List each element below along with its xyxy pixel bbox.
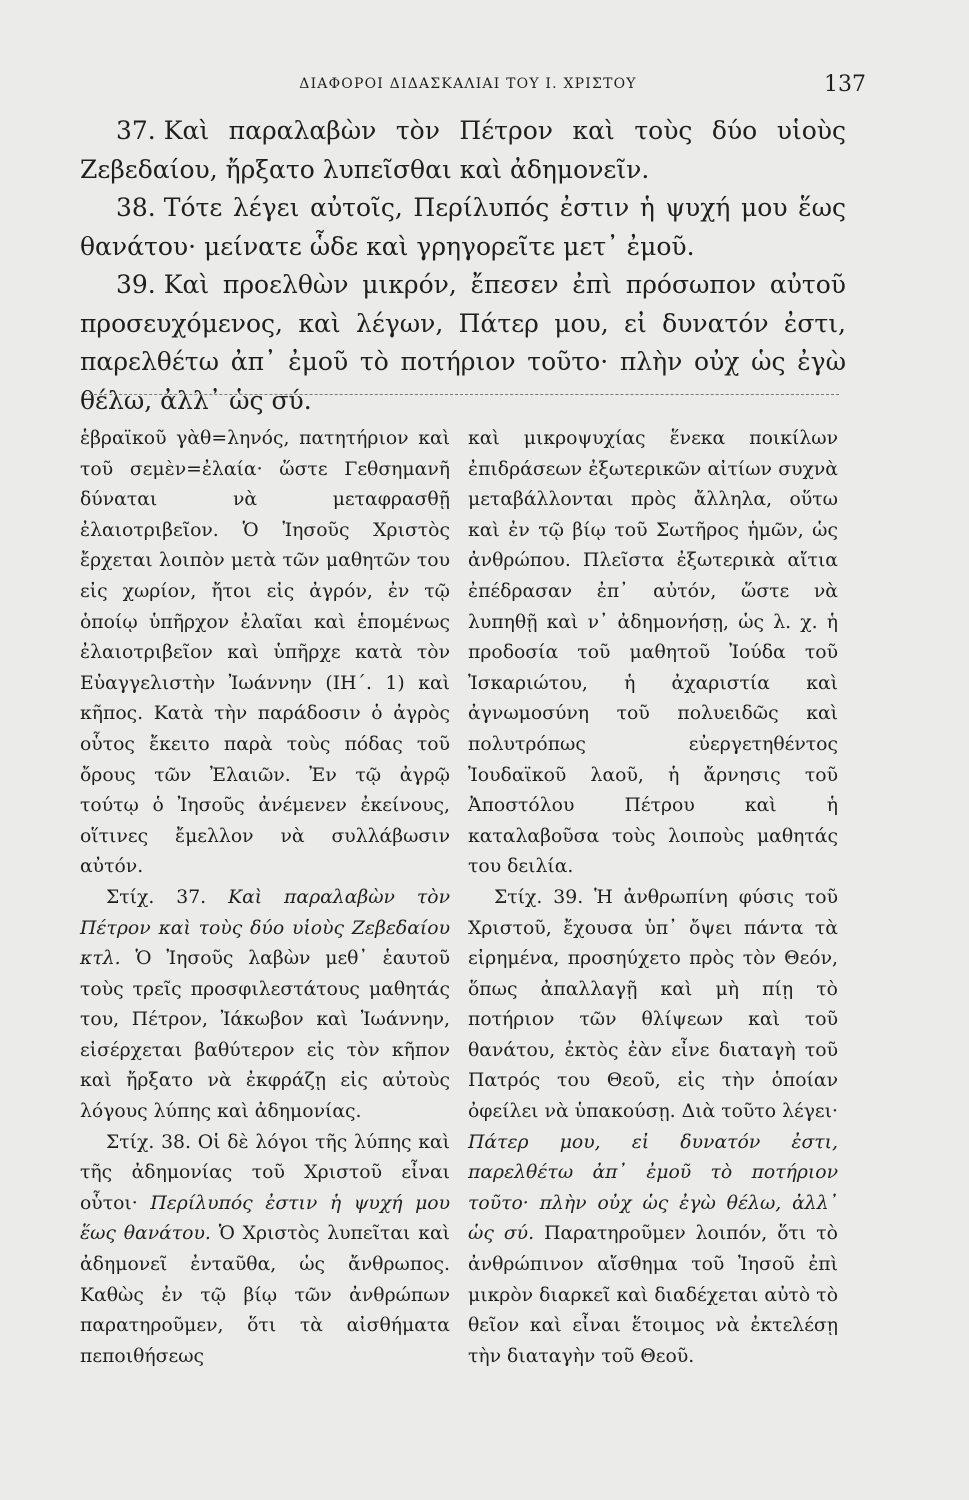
commentary-paragraph: ἑβραϊκοῦ γὰθ=ληνός, πατητήριον καὶ τοῦ σεμὲν=ἐλαία· ὥστε Γεθσημανῆ δύναται νὰ μεταφρασθῇ ἐλαιοτριβεῖον. Ὁ Ἰησοῦς Χριστὸς ἔρχεται λοιπὸν μετὰ τῶν μαθητῶν του εἰς χωρίον, ἤτοι εἰς ἀγρόν, ἐν τῷ ὁποίῳ ὑπῆρχον ἐλαῖαι καὶ ἑπομένως ἐλαιοτριβεῖον καὶ ὑπῆρχε κατὰ τὸν Εὐαγγελιστὴν Ἰωάννην (ΙΗ΄. 1) καὶ κῆπος. Κατὰ τὴν παράδοσιν ὁ ἀγρὸς οὗτος ἔκειτο παρὰ τοὺς πόδας τοῦ ὄρους τῶν Ἐλαιῶν. Ἐν τῷ ἀγρῷ τούτῳ ὁ Ἰησοῦς ἀνέμενεν ἐκείνους, οἵτινες ἔμελλον νὰ συλλάβωσιν αὐτόν. (80, 428, 450, 878)
verse-text: Καὶ προελθὼν μικρόν, ἔπεσεν ἐπὶ πρόσωπον αὐτοῦ προσευχόμενος, καὶ λέγων, Πάτερ μου, εἰ δυνατόν ἐστι, παρελθέτω ἀπ᾽ ἐμοῦ τὸ ποτήριον τοῦτο· πλὴν οὐχ ὡς ἐγὼ θέλω, ἀλλ᾽ ὡς σύ. (80, 270, 846, 415)
commentary-paragraph (468, 883, 838, 1373)
commentary-text: Ἡ ἀνθρωπίνη φύσις τοῦ Χριστοῦ, ἔχουσα ὑπ᾽ ὄψει πάντα τὰ εἰρημένα, προσηύχετο πρὸς τὸν Θεόν, ὅπως ἀπαλλαγῇ καὶ μὴ πίῃ τὸ ποτήριον τῶν θλίψεων καὶ τοῦ θανάτου, ἐκτὸς ἐὰν εἶνε διαταγὴ τοῦ Πατρός του Θεοῦ, εἰς τὴν ὁποίαν ὀφείλει νὰ ὑπακούσῃ. Διὰ τοῦτο λέγει· (468, 886, 838, 1123)
verse-reference: Στίχ. 37. (106, 886, 207, 908)
running-title: ΔΙΑΦΟΡΟΙ ΔΙΔΑΣΚΑΛΙΑΙ ΤΟΥ Ι. ΧΡΙΣΤΟΥ (299, 76, 637, 92)
lemma-quote: Περίλυπός ἐστιν ἡ ψυχή μου ἕως θανάτου. (80, 1192, 450, 1245)
commentary-text: Ὁ Ἰησοῦς λαβὼν μεθ᾽ ἑαυτοῦ τοὺς τρεῖς προσφιλεστάτους μαθητάς του, Πέτρον, Ἰάκωβον καὶ Ἰωάννην, εἰσέρχεται βαθύτερον εἰς τὸν κῆπον καὶ ἤρξατο νὰ ἐκφράζῃ εἰς αὐτοὺς λόγους λύπης καὶ ἀδημονίας. (80, 948, 450, 1123)
verse-reference: Στίχ. 39. (494, 886, 584, 908)
verse-text: Καὶ παραλαβὼν τὸν Πέτρον καὶ τοὺς δύο υἱοὺς Ζεβεδαίου, ἤρξατο λυπεῖσθαι καὶ ἀδημονεῖν. (80, 116, 846, 184)
verse-number: 39. (116, 270, 156, 299)
scripture-verses (80, 112, 846, 420)
page-number: 137 (824, 72, 866, 97)
lemma-quote: Καὶ παραλαβὼν τὸν Πέτρον καὶ τοὺς δύο υἱοὺς Ζεβεδαίου κτλ. (80, 886, 450, 970)
verse-reference: Στίχ. 38. (106, 1131, 191, 1153)
verse-38 (80, 189, 846, 266)
commentary-text: Ὁ Χριστὸς λυπεῖται καὶ ἀδημονεῖ ἐνταῦθα, ὡς ἄνθρωπος. Καθὼς ἐν τῷ βίῳ τῶν ἀνθρώπων παρατηροῦμεν, ὅτι τὰ αἰσθήματα πεποιθήσεως (80, 1223, 450, 1367)
commentary-right-column (468, 424, 838, 1372)
commentary-text: Παρατηροῦμεν λοιπόν, ὅτι τὸ ἀνθρώπινον αἴσθημα τοῦ Ἰησοῦ ἐπὶ μικρὸν διαρκεῖ καὶ διαδέχεται αὐτὸ τὸ θεῖον καὶ εἶναι ἕτοιμος νὰ ἐκτελέσῃ τὴν διαταγὴν τοῦ Θεοῦ. (468, 1223, 838, 1367)
verse-number: 38. (116, 193, 156, 222)
section-divider (84, 394, 839, 395)
verse-text: Τότε λέγει αὐτοῖς, Περίλυπός ἐστιν ἡ ψυχή μου ἕως θανάτου· μείνατε ὧδε καὶ γρηγορεῖτε μετ᾽ ἐμοῦ. (80, 193, 846, 261)
lemma-quote: Πάτερ μου, εἰ δυνατόν ἐστι, παρελθέτω ἀπ᾽ ἐμοῦ τὸ ποτήριον τοῦτο· πλὴν οὐχ ὡς ἐγὼ θέλω, ἀλλ᾽ ὡς σύ. (468, 1131, 838, 1245)
commentary-left-column (80, 424, 450, 1372)
commentary-text: Οἱ δὲ λόγοι τῆς λύπης καὶ τῆς ἀδημονίας τοῦ Χριστοῦ εἶναι οὗτοι· (80, 1131, 450, 1214)
commentary-paragraph (80, 1128, 450, 1373)
verse-39 (80, 266, 846, 420)
verse-37 (80, 112, 846, 189)
verse-number: 37. (116, 116, 156, 145)
commentary-paragraph: καὶ μικροψυχίας ἕνεκα ποικίλων ἐπιδράσεων ἐξωτερικῶν αἰτίων συχνὰ μεταβάλλονται πρὸς ἄλληλα, οὕτω καὶ ἐν τῷ βίῳ τοῦ Σωτῆρος ἡμῶν, ὡς ἀνθρώπου. Πλεῖστα ἐξωτερικὰ αἴτια ἐπέδρασαν ἐπ᾽ αὐτόν, ὥστε νὰ λυπηθῇ καὶ ν᾽ ἀδημονήσῃ, ὡς λ. χ. ἡ προδοσία τοῦ μαθητοῦ Ἰούδα τοῦ Ἰσκαριώτου, ἡ ἀχαριστία καὶ ἀγνωμοσύνη τοῦ πολυειδῶς καὶ πολυτρόπως εὐεργετηθέντος Ἰουδαϊκοῦ λαοῦ, ἡ ἄρνησις τοῦ Ἀποστόλου Πέτρου καὶ ἡ καταλαβοῦσα τοὺς λοιποὺς μαθητάς του δειλία. (468, 428, 838, 878)
commentary-paragraph (80, 883, 450, 1128)
